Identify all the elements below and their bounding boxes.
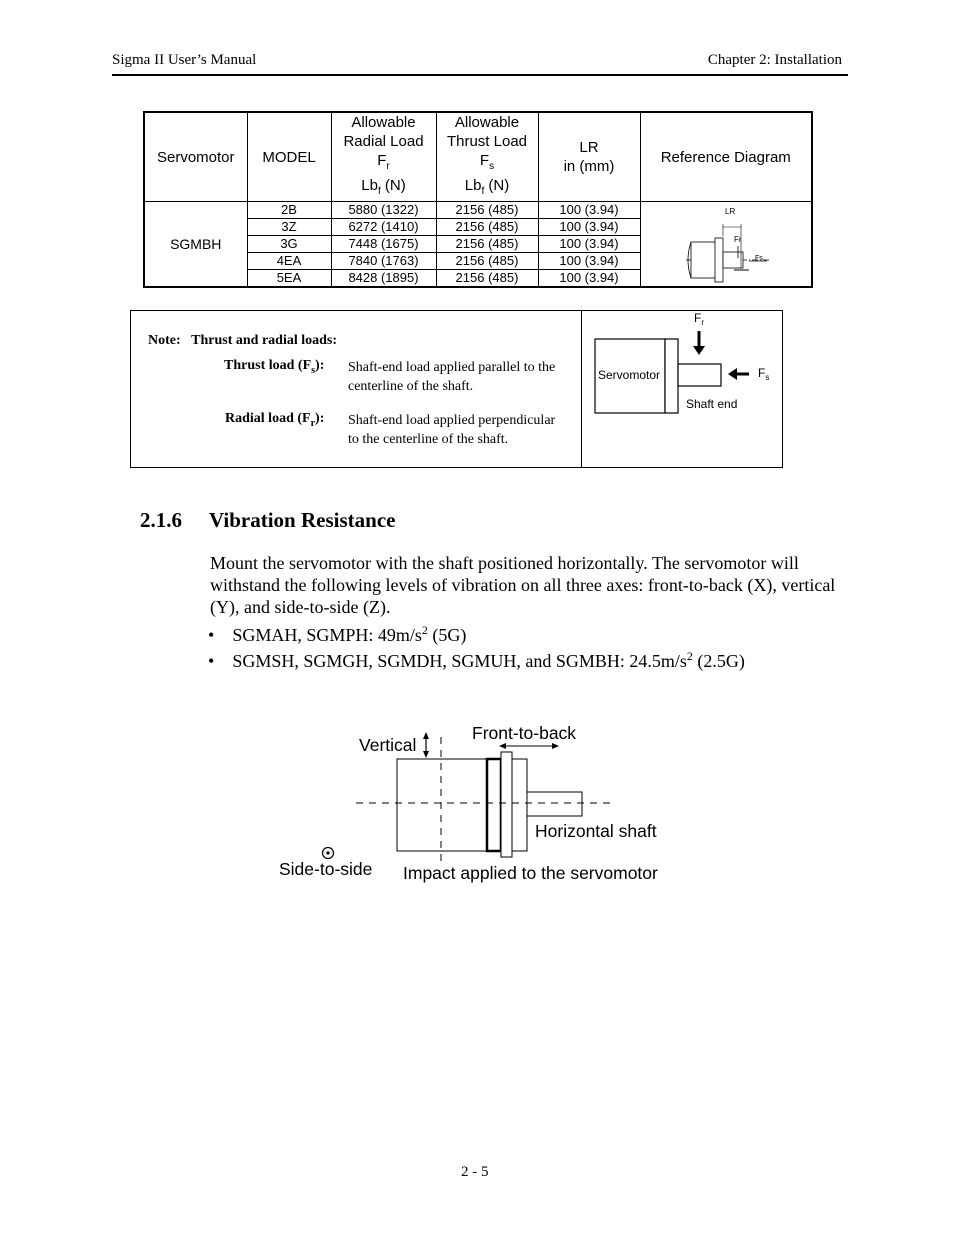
radial-cell: 5880 (1322) <box>331 202 436 219</box>
horizontal-shaft-label: Horizontal shaft <box>535 821 657 841</box>
thrust-cell: 2156 (485) <box>436 270 538 288</box>
ref-fs-label: Fs <box>754 255 763 262</box>
header-right: Chapter 2: Installation <box>707 52 842 68</box>
note-title: Note: Thrust and radial loads: <box>148 333 338 348</box>
vibration-figure <box>270 715 690 895</box>
thrust-cell: 2156 (485) <box>436 253 538 270</box>
load-spec-table <box>143 111 813 288</box>
model-cell: 4EA <box>247 253 331 270</box>
header-rule <box>112 74 848 76</box>
lr-cell: 100 (3.94) <box>538 236 640 253</box>
col-lr: LR in (mm) <box>538 112 640 202</box>
diagram-fr-label: $F_r$ <box>694 311 705 327</box>
side-to-side-label: Side-to-side <box>279 859 373 879</box>
section-number: 2.1.6 <box>140 508 182 532</box>
lr-cell: 100 (3.94) <box>538 219 640 236</box>
section-title: Vibration Resistance <box>209 508 396 532</box>
col-reference-diagram: Reference Diagram <box>640 112 812 202</box>
bullet-item-2: • SGMSH, SGMGH, SGMDH, SGMUH, and SGMBH: $24.5m/s^2$ (2.5G) <box>208 649 745 671</box>
thrust-cell: 2156 (485) <box>436 219 538 236</box>
model-cell: 5EA <box>247 270 331 288</box>
radial-load-text: Shaft-end load applied perpendicular to the centerline of the shaft. <box>348 413 556 447</box>
diagram-fs-label: $F_s$ <box>758 366 770 382</box>
lr-cell: 100 (3.94) <box>538 253 640 270</box>
load-diagram <box>582 310 782 466</box>
thrust-load-label: Thrust load $(F_s)$: <box>224 358 325 376</box>
radial-cell: 8428 (1895) <box>331 270 436 288</box>
header-left: Sigma II User’s Manual <box>112 52 257 68</box>
model-cell: 3G <box>247 236 331 253</box>
reference-diagram-cell <box>640 202 812 288</box>
model-cell: 2B <box>247 202 331 219</box>
col-servomotor: Servomotor <box>144 112 247 202</box>
model-cell: 3Z <box>247 219 331 236</box>
impact-label: Impact applied to the servomotor <box>403 863 658 883</box>
thrust-load-text: Shaft-end load applied parallel to the centerline of the shaft. <box>348 360 556 394</box>
thrust-cell: 2156 (485) <box>436 236 538 253</box>
ref-lr-label: LR <box>724 207 735 216</box>
radial-cell: 6272 (1410) <box>331 219 436 236</box>
thrust-cell: 2156 (485) <box>436 202 538 219</box>
table-header-row <box>144 112 812 202</box>
radial-cell: 7448 (1675) <box>331 236 436 253</box>
diagram-shaft-end-label: Shaft end <box>686 397 738 411</box>
series-cell: SGMBH <box>144 202 247 288</box>
section-heading <box>140 508 395 533</box>
radial-load-label: Radial load $(F_r)$: <box>225 411 325 429</box>
bullet-item-1: • SGMAH, SGMPH: $49m/s^2$ (5G) <box>208 623 467 645</box>
front-to-back-label: Front-to-back <box>472 723 577 743</box>
vertical-label: Vertical <box>359 735 417 755</box>
body-paragraph: Mount the servomotor with the shaft positioned horizontally. The servomotor will withstand the following levels of vibration on all three axes: front-to-back (X), vertical (Y), and side-to-side (Z). <box>210 553 836 617</box>
ref-fr-label: Fr <box>733 235 742 244</box>
reference-diagram <box>641 202 811 286</box>
page-number: 2 - 5 <box>461 1164 489 1180</box>
lr-cell: 100 (3.94) <box>538 202 640 219</box>
col-radial-load: Allowable Radial Load $F_r$ $Lb_f$ (N) <box>331 112 436 202</box>
lr-cell: 100 (3.94) <box>538 270 640 288</box>
col-model: MODEL <box>247 112 331 202</box>
radial-cell: 7840 (1763) <box>331 253 436 270</box>
diagram-servomotor-label: Servomotor <box>598 368 661 382</box>
table-row <box>144 202 812 219</box>
col-thrust-load: Allowable Thrust Load $F_s$ $Lb_f$ (N) <box>436 112 538 202</box>
